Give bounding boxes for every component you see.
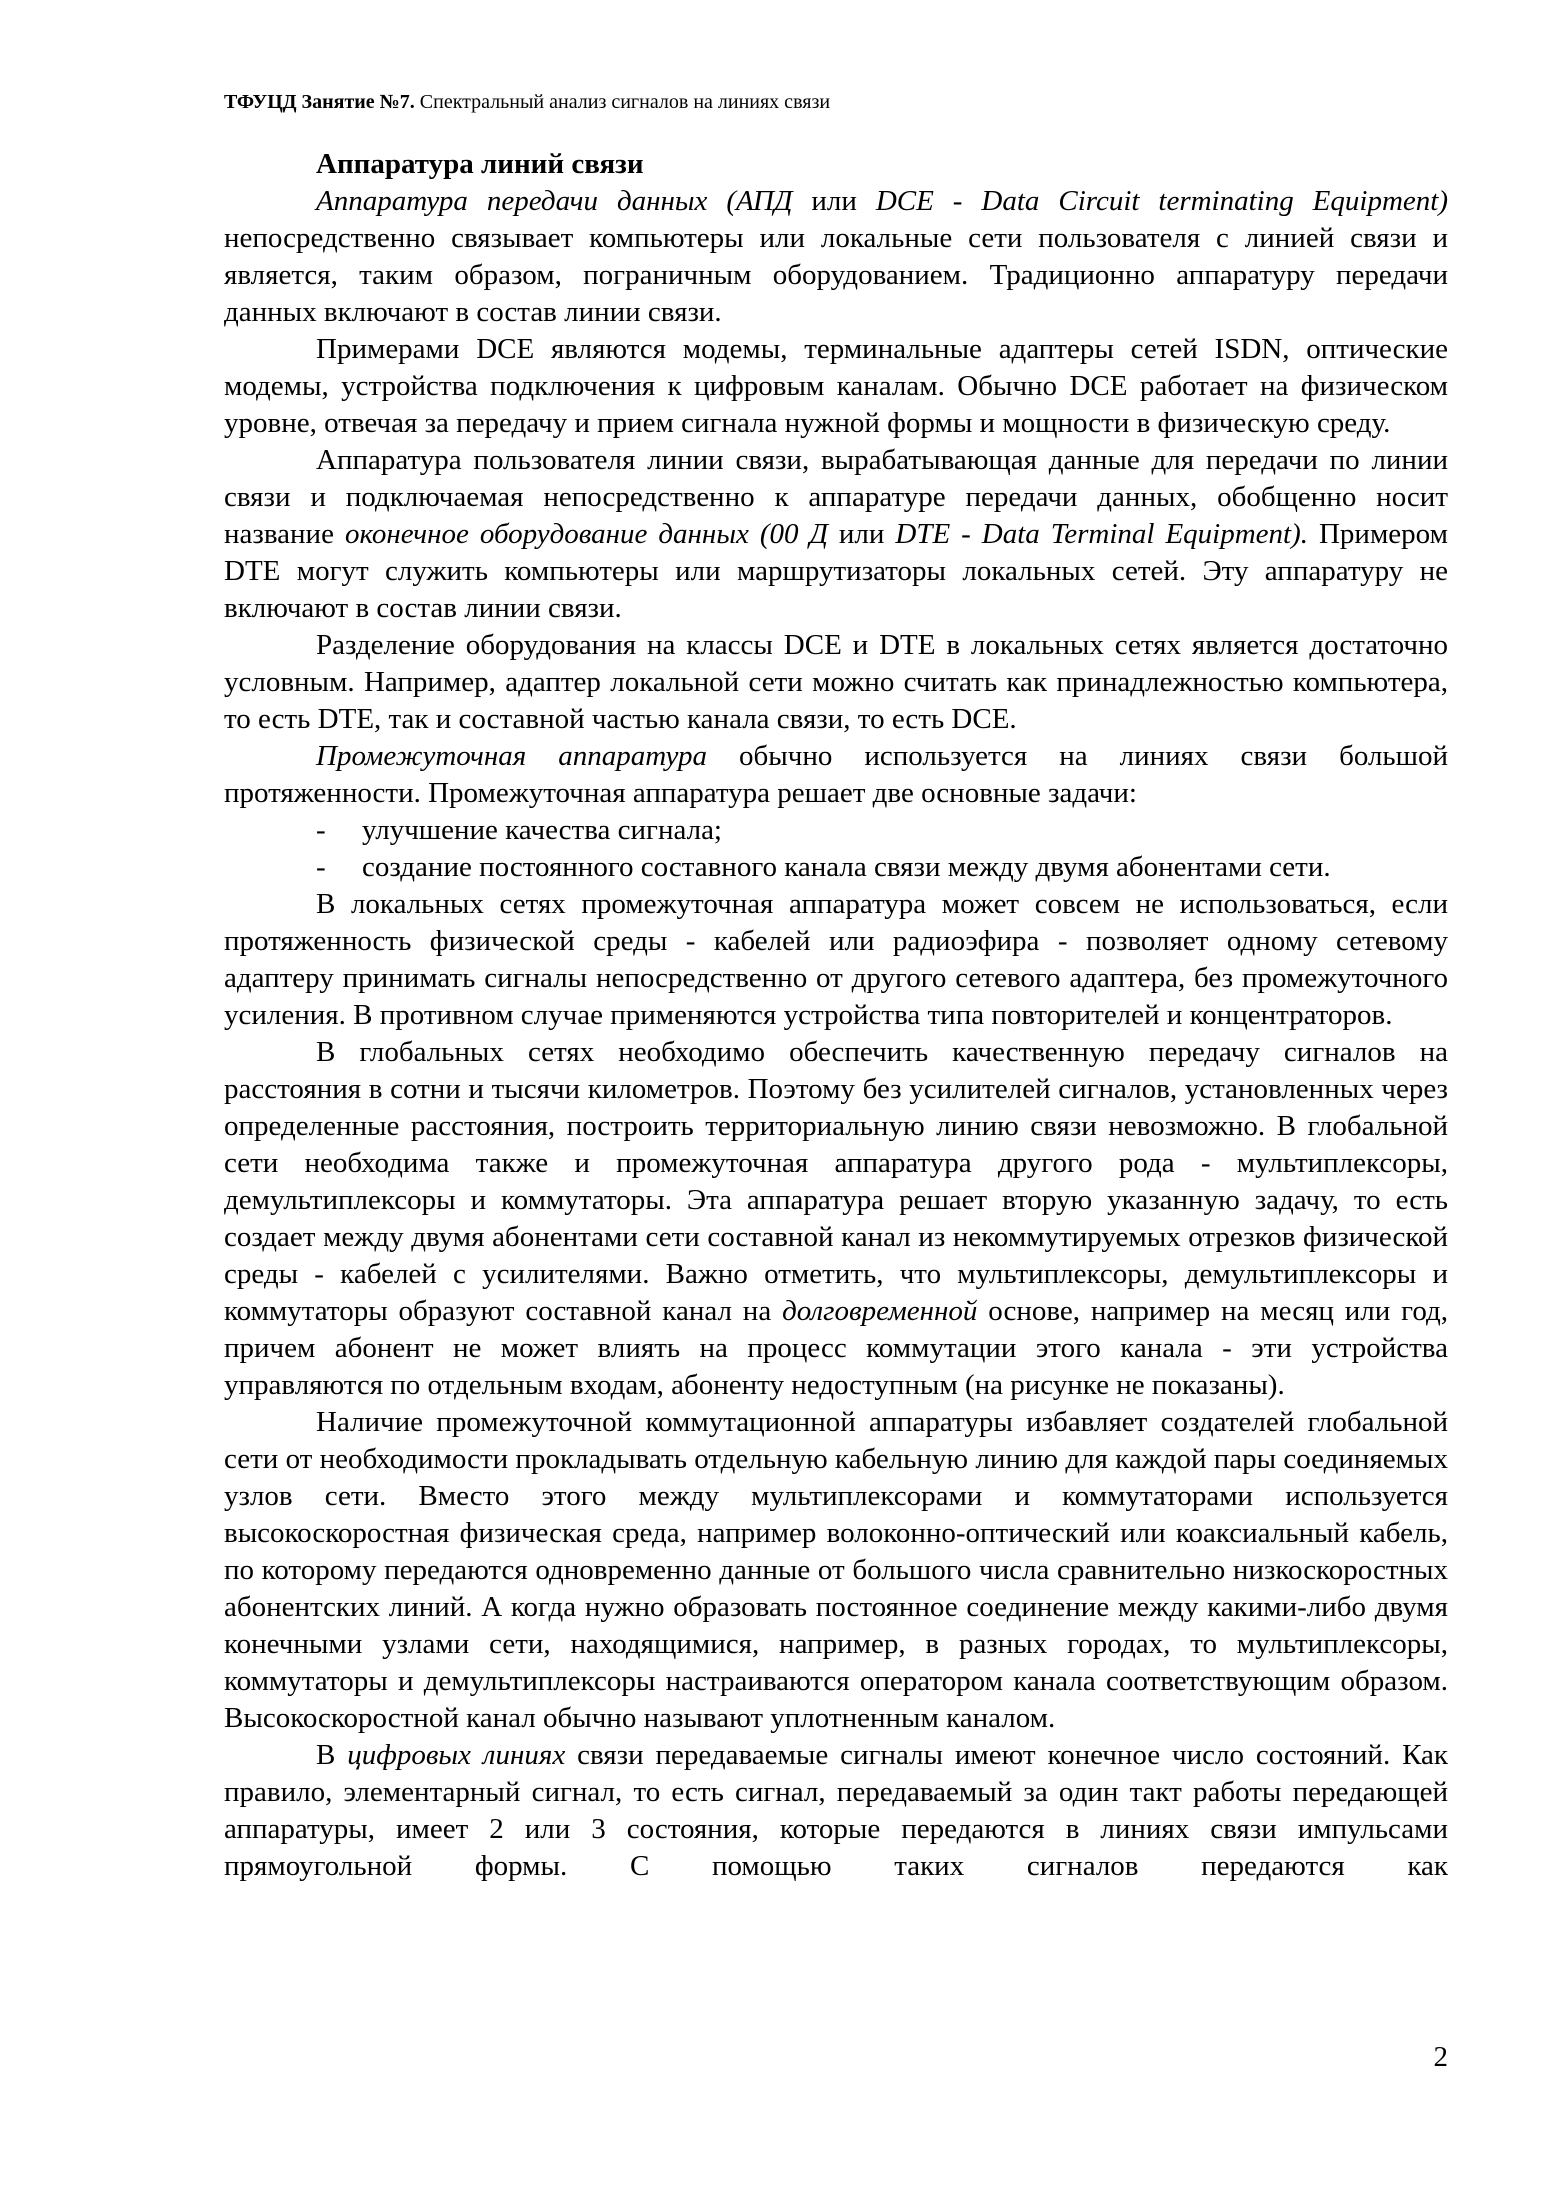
body-text (224, 146, 1448, 1885)
text-run: непосредственно связывает компьютеры или локальные сети пользователя с линией связи и является, таким образом, пограничным оборудованием. Традиционно аппаратуру передачи данных включают в состав линии связи. (224, 222, 1448, 328)
list-item-text: улучшение качества сигнала; (362, 814, 722, 846)
section-heading: Аппаратура линий связи (316, 148, 644, 180)
bullet-dash: - (316, 851, 326, 883)
paragraph-switching: Наличие промежуточной коммутационной аппаратуры избавляет создателей глобальной сети от необходимости прокладывать отдельную кабельную линию для каждой пары соединяемых узлов сети. Вместо этого между мультиплексорами и коммутаторами используется высокоскоростная физическая среда, например волоконно-оптический или коаксиальный кабель, по которому передаются одновременно данные от большого числа сравнительно низкоскоростных абонентских линий. А когда нужно образовать постоянное соединение между какими-либо двумя конечными узлами сети, находящимися, например, в разных городах, то мультиплексоры, коммутаторы и демультиплексоры настраиваются оператором канала соответствующим образом. Высокоскоростной канал обычно называют уплотненным каналом. (224, 1406, 1448, 1734)
text-run: основе, например на месяц или год, причем абонент не может влиять на процесс коммутации этого канала - эти устройства управляются по отдельным входам, абоненту недоступным (на рисунке не показаны). (224, 1295, 1449, 1401)
term-digital-lines: цифровых линиях (347, 1739, 566, 1771)
paragraph-local-networks: В локальных сетях промежуточная аппаратура может совсем не использоваться, если протяженность физической среды - кабелей или радиоэфира - позволяет одному сетевому адаптеру принимать сигналы непосредственно от другого сетевого адаптера, без промежуточного усиления. В противном случае применяются устройства типа повторителей и концентраторов. (224, 888, 1448, 1031)
term-intermediate: Промежуточная аппаратура (316, 740, 707, 772)
term-dce: DCE - Data Circuit terminating Equipment) (875, 185, 1448, 217)
text-run: или (827, 518, 896, 550)
paragraph-digital-lines (224, 1737, 1448, 1885)
running-header (224, 90, 830, 114)
text-run: обычно используется на линиях связи большой протяженности. Промежуточная аппаратура решает две основные задачи: (224, 740, 1448, 809)
header-topic: Спектральный анализ сигналов на линиях связи (414, 91, 831, 113)
text-run: Аппаратура пользователя линии связи, вырабатывающая данные для передачи по линии связи и подключаемая непосредственно к аппаратуре передачи данных, обобщенно носит название (224, 444, 1448, 550)
list-item (316, 812, 1448, 849)
term-apd: Аппаратура передачи данных (АПД (316, 185, 793, 217)
document-page (224, 0, 1448, 2193)
list-item (316, 849, 1448, 886)
text-run: Примером DTE могут служить компьютеры или маршрутизаторы локальных сетей. Эту аппаратуру не включают в состав линии связи. (224, 518, 1448, 624)
term-ood: оконечное оборудование данных (00 Д (344, 518, 828, 550)
paragraph-global-networks (224, 1034, 1448, 1404)
text-run: В (316, 1739, 348, 1771)
term-long-term: долговременной (782, 1295, 978, 1327)
text-run: связи передаваемые сигналы имеют конечное число состояний. Как правило, элементарный сигнал, то есть сигнал, передаваемый за один такт работы передающей аппаратуры, имеет 2 или 3 состояния, которые передаются в линиях связи импульсами прямоугольной формы. С помощью таких сигналов передаются как (224, 1739, 1449, 1882)
text-run: В глобальных сетях необходимо обеспечить качественную передачу сигналов на расстояния в сотни и тысячи километров. Поэтому без усилителей сигналов, установленных через определенные расстояния, построить территориальную линию связи невозможно. В глобальной сети необходима также и промежуточная аппаратура другого рода - мультиплексоры, демультиплексоры и коммутаторы. Эта аппаратура решает вторую указанную задачу, то есть создает между двумя абонентами сети составной канал из некоммутируемых отрезков физической среды - кабелей с усилителями. Важно отметить, что мультиплексоры, демультиплексоры и коммутаторы образуют составной канал на (224, 1036, 1448, 1327)
header-lesson: ТФУЦД Занятие №7. (224, 91, 415, 113)
paragraph-dce (224, 183, 1448, 331)
list-item-text: создание постоянного составного канала связи между двумя абонентами сети. (362, 851, 1331, 883)
bullet-dash: - (316, 814, 326, 846)
text-run: или (792, 185, 876, 217)
page-number: 2 (1433, 2041, 1448, 2073)
paragraph-dce-examples: Примерами DCE являются модемы, терминальные адаптеры сетей ISDN, оптические модемы, устройства подключения к цифровым каналам. Обычно DCE работает на физическом уровне, отвечая за передачу и прием сигнала нужной формы и мощности в физическую среду. (224, 333, 1448, 439)
paragraph-dte (224, 442, 1448, 627)
term-dte: DTE - Data Terminal Equipment). (895, 518, 1308, 550)
task-list (224, 812, 1448, 886)
paragraph-intermediate (224, 738, 1448, 812)
paragraph-dce-dte-classes: Разделение оборудования на классы DCE и DTE в локальных сетях является достаточно условным. Например, адаптер локальной сети можно считать как принадлежностью компьютера, то есть DTE, так и составной частью канала связи, то есть DCE. (224, 629, 1448, 735)
